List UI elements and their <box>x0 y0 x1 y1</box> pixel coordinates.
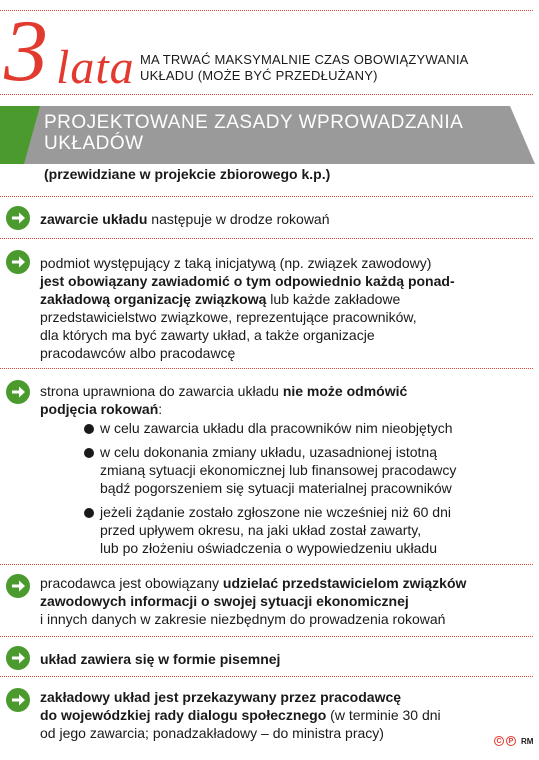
item-2-text <box>40 254 520 362</box>
item-4-text <box>40 574 520 628</box>
bullet-1 <box>100 419 520 437</box>
item-3-text-line2: : <box>158 401 163 417</box>
banner-title-line1: PROJEKTOWANE ZASADY WPROWADZANIA <box>44 112 464 133</box>
bullet-2-line3: bądź pogorszeniem się sytuacji materialnej pracowników <box>100 480 452 496</box>
item-4-line3: i innych danych w zakresie niezbędnym do prowadzenia rokowań <box>40 611 446 627</box>
divider-2 <box>0 368 533 369</box>
item-6-text-line2: (w terminie 30 dni <box>326 707 441 723</box>
author-initials: RM <box>521 736 534 746</box>
item-6-text <box>40 688 520 742</box>
item-6-bold-line2: do wojewódzkiej rady dialogu społecznego <box>40 707 327 723</box>
item-3-bold-line1: nie może odmówić <box>282 383 408 399</box>
bullet-3-line1: jeżeli żądanie zostało zgłoszone nie wcześniej niż 60 dni <box>100 504 451 520</box>
item-6-line3: od jego zawarcia; ponadzakładowy – do ministra pracy) <box>40 725 384 741</box>
header-number: 3 <box>4 3 48 100</box>
item-3-text-line1: strona uprawniona do zawarcia układu <box>40 383 283 399</box>
bullet-dot <box>84 448 94 458</box>
item-1-rest: następuje w drodze rokowań <box>147 211 330 227</box>
item-6-bold-line1: zakładowy układ jest przekazywany przez pracodawcę <box>40 689 402 705</box>
subtitle-divider <box>0 196 533 197</box>
item-5-text <box>40 650 520 668</box>
header-caption-line2: UKŁADU (MOŻE BYĆ PRZEDŁUŻANY) <box>140 68 378 83</box>
arrow-right-icon <box>6 380 30 404</box>
item-4-bold-line1: udzielać przedstawicielom związków <box>222 575 467 591</box>
header-divider <box>0 94 533 95</box>
bullet-3 <box>100 503 520 557</box>
arrow-right-icon <box>6 206 30 230</box>
item-3-text <box>40 382 520 418</box>
item-2-line4: przedstawicielstwo związkowe, reprezentujące pracowników, <box>40 309 417 325</box>
arrow-right-icon <box>6 250 30 274</box>
header-word: lata <box>56 41 135 94</box>
bullet-2-line1: w celu dokonania zmiany układu, uzasadnionej istotną <box>100 444 437 460</box>
phonogram-icon: P <box>506 736 516 746</box>
header-caption <box>140 52 520 84</box>
top-divider <box>0 10 533 11</box>
item-2-line6: pracodawców albo pracodawcę <box>40 345 236 361</box>
subtitle: (przewidziane w projekcie zbiorowego k.p.) <box>44 166 331 182</box>
bullet-3-line3: lub po złożeniu oświadczenia o wypowiedzeniu układu <box>100 540 437 556</box>
bullet-2-line2: zmianą sytuacji ekonomicznej lub finansowej pracodawcy <box>100 462 457 478</box>
item-2-line1: podmiot występujący z taką inicjatywą (np. związek zawodowy) <box>40 255 432 271</box>
bullet-dot <box>84 424 94 434</box>
copyright-icon: C <box>494 736 504 746</box>
item-2-line5: dla których ma być zawarty układ, a także organizacje <box>40 327 375 343</box>
item-2-bold-line2: jest obowiązany zawiadomić o tym odpowiednio każdą ponad- <box>40 273 455 289</box>
arrow-right-icon <box>6 688 30 712</box>
banner-title <box>44 112 514 154</box>
item-1-bold: zawarcie układu <box>40 211 148 227</box>
header-caption-line1: MA TRWAĆ MAKSYMALNIE CZAS OBOWIĄZYWANIA <box>140 52 469 67</box>
divider-1 <box>0 238 533 239</box>
bullet-3-line2: przed upływem okresu, na jaki układ został zawarty, <box>100 522 422 538</box>
bullet-2 <box>100 443 520 497</box>
credit <box>494 736 533 746</box>
bullet-dot <box>84 508 94 518</box>
item-2-bold-line3: zakładową organizację związkową <box>40 291 267 307</box>
item-1-text <box>40 210 520 228</box>
arrow-right-icon <box>6 646 30 670</box>
item-5-bold: układ zawiera się w formie pisemnej <box>40 651 281 667</box>
item-4-bold-line2: zawodowych informacji o swojej sytuacji ekonomicznej <box>40 593 409 609</box>
divider-3 <box>0 564 533 565</box>
arrow-right-icon <box>6 574 30 598</box>
item-2-text-line3: lub każde zakładowe <box>266 291 401 307</box>
divider-5 <box>0 676 533 677</box>
banner-title-line2: UKŁADÓW <box>44 133 144 154</box>
item-3-bold-line2: podjęcia rokowań <box>40 401 159 417</box>
bullet-1-line1: w celu zawarcia układu dla pracowników nim nieobjętych <box>100 420 453 436</box>
item-4-text-line1: pracodawca jest obowiązany <box>40 575 223 591</box>
divider-4 <box>0 636 533 637</box>
